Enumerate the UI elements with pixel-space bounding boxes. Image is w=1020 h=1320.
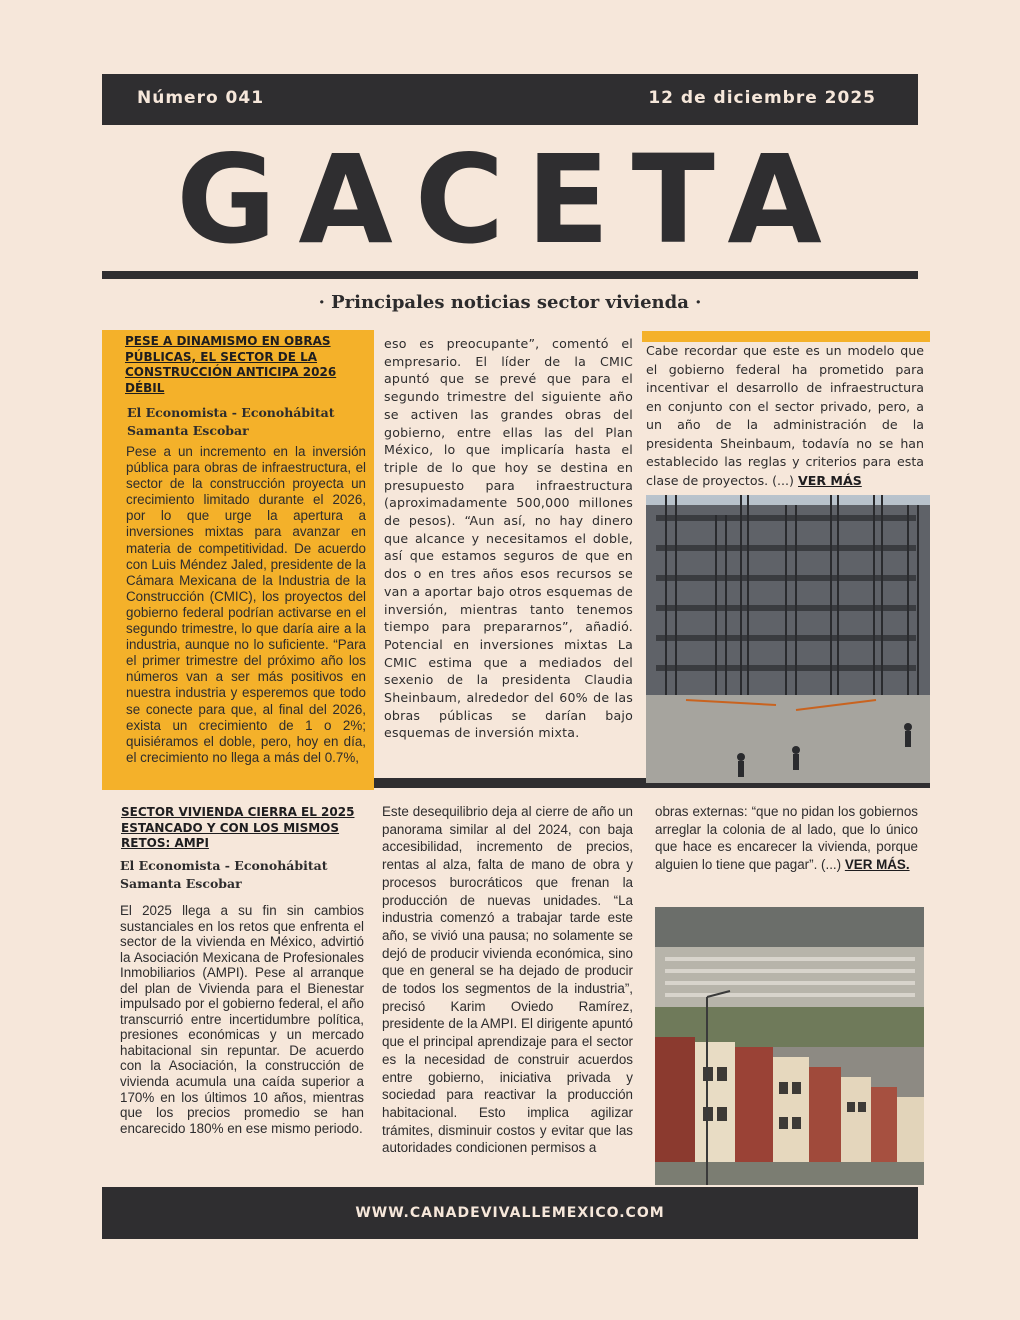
article2-headline[interactable]: SECTOR VIVIENDA CIERRA EL 2025 ESTANCADO Y CON LOS MISMOS RETOS: AMPI	[121, 805, 355, 850]
article1-source: El Economista - Econohábitat	[127, 405, 335, 420]
issue-date: 12 de diciembre 2025	[648, 88, 876, 108]
article1-column1: Pese a un incremento en la inversión pública para obras de infraestructura, el sector de la construcción proyecta un crecimiento limitado durante el 2026, por lo que urge la apertura a inversiones mixtas para avanzar en materia de competitividad. De acuerdo con Luis Méndez Jaled, presidente de la Cámara Mexicana de la Industria de la Construcción (CMIC), los proyectos del gobierno federal podrían activarse en el segundo trimestre, lo que daría aire a la industria, aunque no lo suficiente. “Para el primer trimestre del próximo año los números van a ser más positivos en nuestra industria y esperemos que todo se conecte para que, al final del 2026, exista un crecimiento de 1 o 2%; quisiéramos el doble, pero, hoy en día, el crecimiento no llega a más del 0.7%,	[126, 444, 366, 765]
article1-column3	[646, 342, 924, 490]
article2-column1: El 2025 llega a su fin sin cambios sustanciales en los retos que enfrenta el sector de la vivienda en México, advirtió la Asociación Mexicana de Profesionales Inmobiliarios (AMPI). Pese al arranque del plan de Vivienda para el Bienestar impulsado por el gobierno federal, el año transcurrió entre incertidumbre política, presiones económicas y un mercado habitacional sin repuntar. De acuerdo con la Asociación, la construcción de vivienda acumula una caída superior a 170% en los últimos 10 años, mientras que los precios promedio se han encarecido 180% en ese mismo periodo.	[120, 903, 364, 1136]
article2-read-more-link[interactable]: VER MÁS.	[844, 857, 910, 873]
article2-column3	[655, 803, 918, 874]
accent-bar	[642, 331, 930, 342]
article1-column3-text: Cabe recordar que este es un modelo que el gobierno federal ha prometido para incentivar el desarrollo de infraestructura en conjunto con el sector privado, pero, a un año de la administración de la presidenta Sheinbaum, todavía no se han establecido las reglas y criterios para esta clase de proyectos. (...)	[646, 343, 924, 488]
article2-column2: Este desequilibrio deja al cierre de año un panorama similar al del 2024, con baja accesibilidad, incremento de precios, rentas al alza, falta de mano de obra y procesos burocráticos que frenan la producción de nuevas unidades. “La industria comenzó a trabajar tarde este año, se vivió una pausa; no solamente se dejó de producir vivienda económica, sino que en general se ha dejado de producir de todos los segmentos de la industria”, precisó Karim Oviedo Ramírez, presidente de la AMPI. El dirigente apuntó que el principal aprendizaje para el sector es la necesidad de construir acuerdos entre gobierno, iniciativa privada y sociedad para reactivar la producción habitacional. Esto implica agilizar trámites, disminuir costos y evitar que las autoridades condicionen permisos a	[382, 804, 633, 1156]
article1-author: Samanta Escobar	[127, 423, 249, 438]
issue-number: Número 041	[137, 88, 265, 108]
article2-source: El Economista - Econohábitat	[120, 858, 328, 873]
masthead-rule	[102, 271, 918, 279]
article2-author: Samanta Escobar	[120, 876, 242, 891]
article1-headline[interactable]: PESE A DINAMISMO EN OBRAS PÚBLICAS, EL SECTOR DE LA CONSTRUCCIÓN ANTICIPA 2026 DÉBIL	[125, 334, 337, 395]
article1-read-more-link[interactable]: VER MÁS	[798, 472, 862, 488]
construction-photo	[646, 495, 930, 783]
page-subtitle: · Principales noticias sector vivienda ·	[318, 292, 702, 313]
top-bar	[102, 74, 918, 125]
article1-column2: eso es preocupante”, comentó el empresario. El líder de la CMIC apuntó que se prevé que para el segundo trimestre del siguiente año se activen las grandes obras del gobierno, entre ellas las del Plan México, lo que implicaría hasta el triple de lo que hoy se destina en presupuesto para infraestructura (aproximadamente 500,000 millones de pesos). “Aun así, no hay dinero que alcance y necesitamos el doble, así que estamos seguros de que en dos o en tres años esos recursos se van a aportar bajo otros esquemas de inversión, mientras tanto tenemos tiempo para prepararnos”, añadió. Potencial en inversiones mixtas La CMIC estima que a mediados del sexenio de la presidenta Claudia Sheinbaum, alrededor del 60% de las obras públicas se darían bajo esquemas de inversión mixta.	[384, 336, 633, 741]
article2-column3-text: obras externas: “que no pidan los gobiernos arreglar la colonia de al lado, que lo único que hace es encarecer la vivienda, porque alguien lo tiene que pagar”. (...)	[655, 804, 918, 873]
masthead-title: GACETA	[176, 129, 844, 271]
housing-photo	[655, 907, 924, 1185]
footer-website[interactable]: WWW.CANADEVIVALLEMEXICO.COM	[102, 1187, 918, 1239]
